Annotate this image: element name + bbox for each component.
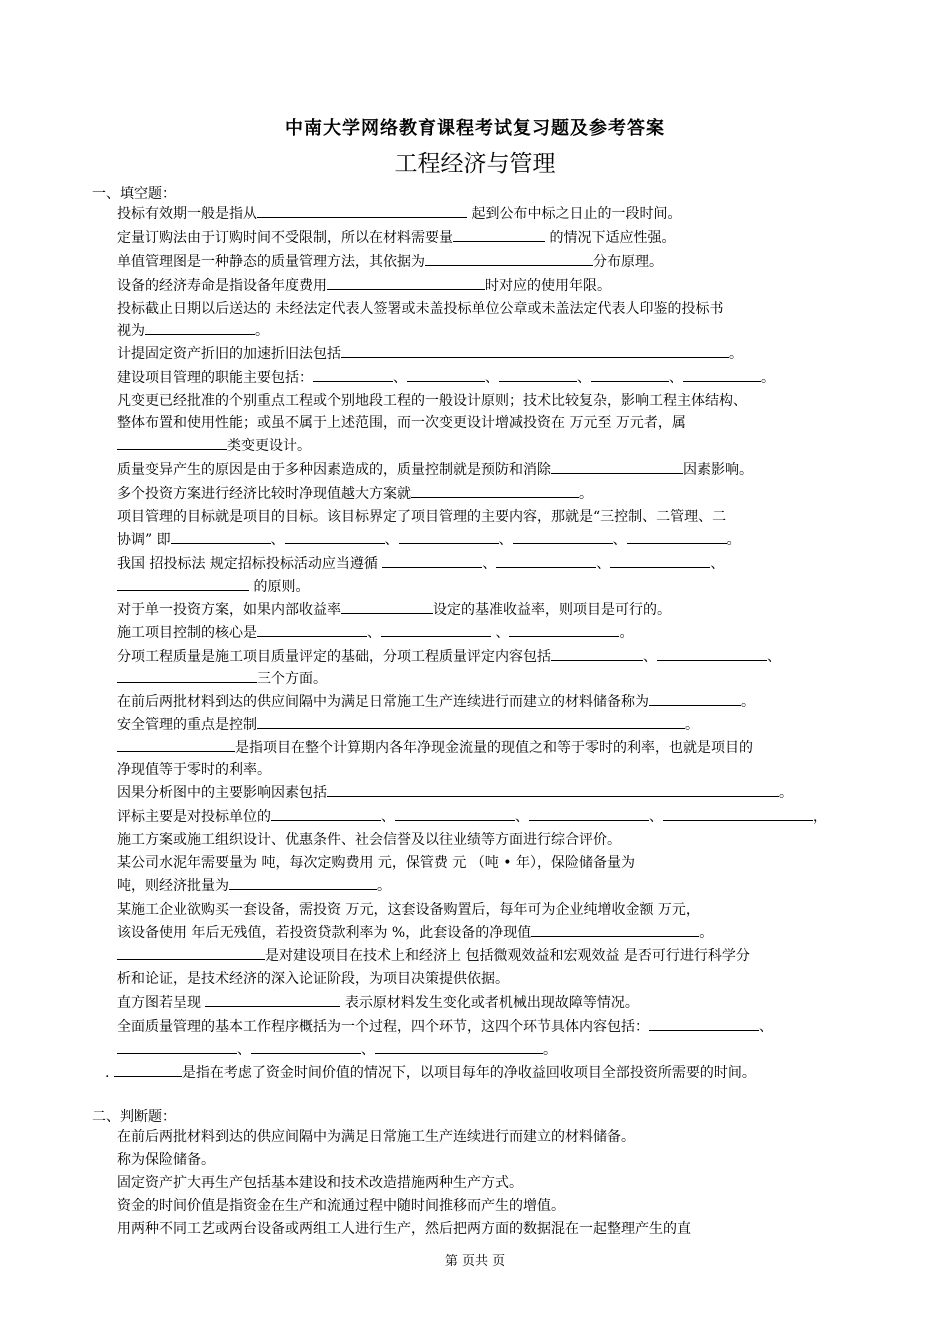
answer-blank[interactable]: [375, 1041, 543, 1054]
fill-blank-line: [117, 300, 862, 318]
question-text: 安全管理的重点是控制: [117, 717, 257, 733]
fill-blank-line: [117, 1018, 862, 1036]
fill-blank-line: [117, 784, 862, 802]
question-text: 多个投资方案进行经济比较时净现值越大方案就: [117, 486, 411, 502]
question-text: 起到公布中标之日止的一段时间。: [467, 206, 682, 222]
question-text: 、: [577, 370, 591, 386]
document-title: 中南大学网络教育课程考试复习题及参考答案: [285, 118, 665, 139]
question-text: 某公司水泥年需要量为 吨，每次定购费用 元，保管费 元 （吨 • 年），保险储备量为: [117, 855, 635, 871]
question-text: 项目管理的目标就是项目的目标。该目标界定了项目管理的主要内容，那就是“三控制、二管理、二: [117, 509, 727, 525]
answer-blank[interactable]: [205, 994, 340, 1007]
fill-blank-line: [105, 1064, 850, 1082]
answer-blank[interactable]: [341, 345, 729, 358]
question-text: 该设备使用 年后无残值，若投资贷款利率为 %，此套设备的净现值: [117, 925, 532, 941]
answer-blank[interactable]: [551, 461, 683, 474]
question-text: 在前后两批材料到达的供应间隔中为满足日常施工生产连续进行而建立的材料储备称为: [117, 694, 649, 710]
answer-blank[interactable]: [117, 670, 257, 683]
question-text: 、: [759, 1019, 773, 1035]
question-text: 时对应的使用年限。: [485, 278, 611, 294]
question-text: 建设项目管理的职能主要包括：: [117, 370, 313, 386]
question-text: 析和论证，是技术经济的深入论证阶段，为项目决策提供依据。: [117, 971, 509, 987]
question-text: 协调” 即: [117, 532, 171, 548]
true-false-line: 固定资产扩大再生产包括基本建设和技术改造措施两种生产方式。: [117, 1175, 523, 1191]
true-false-line: 资金的时间价值是指资金在生产和流通过程中随时间推移而产生的增值。: [117, 1198, 565, 1214]
question-text: 是对建设项目在技术上和经济上 包括微观效益和宏观效益 是否可行进行科学分: [265, 948, 750, 964]
answer-blank[interactable]: [117, 578, 249, 591]
answer-blank[interactable]: [271, 808, 381, 821]
question-text: 分布原理。: [593, 254, 663, 270]
fill-blank-line: [117, 322, 862, 340]
question-text: 。: [543, 1042, 557, 1058]
answer-blank[interactable]: [114, 1064, 182, 1077]
answer-blank[interactable]: [117, 1041, 237, 1054]
answer-blank[interactable]: [610, 555, 710, 568]
answer-blank[interactable]: [529, 808, 649, 821]
answer-blank[interactable]: [171, 531, 271, 544]
question-text: ，: [813, 809, 827, 825]
answer-blank[interactable]: [229, 877, 377, 890]
fill-blank-line: [117, 854, 862, 872]
fill-blank-line: [117, 461, 862, 479]
course-title: 工程经济与管理: [394, 151, 556, 177]
answer-blank[interactable]: [657, 648, 767, 661]
fill-blank-line: [117, 761, 862, 779]
answer-blank[interactable]: [411, 485, 579, 498]
question-text: 。: [726, 532, 741, 548]
question-text: 、: [649, 809, 663, 825]
answer-blank[interactable]: [257, 624, 367, 637]
question-text: 。: [685, 717, 699, 733]
question-text: 评标主要是对投标单位的: [117, 809, 271, 825]
answer-blank[interactable]: [663, 808, 813, 821]
question-text: 某施工企业欲购买一套设备，需投资 万元，这套设备购置后，每年可为企业纯增收金额 万元，: [117, 902, 700, 918]
question-text: 、: [596, 556, 611, 572]
fill-blank-line: [117, 531, 862, 549]
question-text: 、: [482, 556, 497, 572]
question-text: 、: [669, 370, 683, 386]
fill-blank-line: [117, 229, 862, 247]
question-text: 类变更设计。: [227, 438, 311, 454]
question-text: 定量订购法由于订购时间不受限制，所以在材料需要量: [117, 230, 453, 246]
answer-blank[interactable]: [649, 693, 741, 706]
fill-blank-line: [117, 414, 862, 432]
answer-blank[interactable]: [509, 624, 619, 637]
question-text: 投标有效期一般是指从: [117, 206, 257, 222]
answer-blank[interactable]: [551, 648, 643, 661]
answer-blank[interactable]: [145, 322, 255, 335]
page-footer: 第 页共 页: [444, 1254, 506, 1269]
question-text: 投标截止日期以后送达的 未经法定代表人签署或未盖投标单位公章或未盖法定代表人印鉴的投标书: [117, 301, 724, 317]
question-text: 我国 招投标法 规定招标投标活动应当遵循: [117, 556, 383, 572]
fill-blank-line: [117, 648, 862, 666]
question-text: 对于单一投资方案，如果内部收益率: [117, 602, 341, 618]
question-text: .: [105, 1065, 114, 1081]
answer-blank[interactable]: [399, 531, 499, 544]
question-text: 因果分析图中的主要影响因素包括: [117, 785, 327, 801]
answer-blank[interactable]: [257, 716, 685, 729]
fill-blank-line: [117, 578, 862, 596]
fill-blank-line: [117, 1041, 862, 1059]
fill-blank-line: [117, 601, 862, 619]
question-text: 、: [270, 532, 285, 548]
fill-blank-line: [117, 437, 862, 455]
question-text: 施工方案或施工组织设计、优惠条件、社会信誉及以往业绩等方面进行综合评价。: [117, 832, 621, 848]
fill-blank-line: [117, 485, 862, 503]
question-text: 、: [643, 649, 657, 665]
question-text: 计提固定资产折旧的加速折旧法包括: [117, 346, 341, 362]
fill-blank-line: [117, 277, 862, 295]
answer-blank[interactable]: [285, 531, 385, 544]
answer-blank[interactable]: [313, 369, 393, 382]
fill-blank-line: [117, 345, 862, 363]
question-text: 凡变更已经批准的个别重点工程或个别地段工程的一般设计原则；技术比较复杂，影响工程主体结构、: [117, 393, 747, 409]
question-text: 三个方面。: [257, 671, 327, 687]
answer-blank[interactable]: [407, 369, 485, 382]
section-heading-fill-blank: 一、填空题：: [92, 186, 176, 202]
answer-blank[interactable]: [453, 229, 545, 242]
question-text: 分项工程质量是施工项目质量评定的基础，分项工程质量评定内容包括: [117, 649, 551, 665]
question-text: 。: [255, 323, 269, 339]
fill-blank-line: [117, 739, 862, 757]
question-text: 的原则。: [249, 579, 310, 595]
question-text: 吨，则经济批量为: [117, 878, 229, 894]
fill-blank-line: [117, 970, 862, 988]
fill-blank-line: [117, 369, 862, 387]
fill-blank-line: [117, 716, 862, 734]
fill-blank-line: [117, 392, 862, 410]
fill-blank-line: [117, 253, 862, 271]
question-text: 单值管理图是一种静态的质量管理方法，其依据为: [117, 254, 425, 270]
answer-blank[interactable]: [117, 739, 235, 752]
answer-blank[interactable]: [499, 369, 577, 382]
answer-blank[interactable]: [649, 1018, 759, 1031]
answer-blank[interactable]: [257, 205, 467, 218]
question-text: 。: [619, 625, 634, 641]
true-false-line: 称为保险储备。: [117, 1152, 215, 1168]
fill-blank-line: [117, 693, 862, 711]
fill-blank-line: [117, 808, 862, 826]
fill-blank-line: [117, 555, 862, 573]
section-heading-true-false: 二、判断题：: [92, 1109, 176, 1125]
fill-blank-line: [117, 947, 862, 965]
question-text: 全面质量管理的基本工作程序概括为一个过程，四个环节，这四个环节具体内容包括：: [117, 1019, 649, 1035]
question-text: 质量变异产生的原因是由于多种因素造成的，质量控制就是预防和消除: [117, 462, 551, 478]
question-text: 、: [515, 809, 529, 825]
question-text: 设备的经济寿命是指设备年度费用: [117, 278, 327, 294]
question-text: 表示原材料发生变化或者机械出现故障等情况。: [340, 995, 639, 1011]
answer-blank[interactable]: [395, 808, 515, 821]
answer-blank[interactable]: [382, 555, 482, 568]
fill-blank-line: [117, 924, 862, 942]
question-text: 、: [498, 532, 513, 548]
fill-blank-line: [117, 205, 862, 223]
answer-blank[interactable]: [341, 601, 433, 614]
question-text: 、: [491, 625, 510, 641]
question-text: 、: [384, 532, 399, 548]
answer-blank[interactable]: [117, 947, 265, 960]
fill-blank-line: [117, 901, 862, 919]
question-text: 、: [361, 1042, 375, 1058]
fill-blank-line: [117, 508, 862, 526]
question-text: 。: [699, 925, 714, 941]
answer-blank[interactable]: [627, 531, 727, 544]
question-text: 。: [741, 694, 755, 710]
answer-blank[interactable]: [327, 784, 779, 797]
question-text: 施工项目控制的核心是: [117, 625, 257, 641]
question-text: 是指在考虑了资金时间价值的情况下，以项目每年的净收益回收项目全部投资所需要的时间。: [181, 1065, 756, 1081]
question-text: 、: [367, 625, 381, 641]
question-text: 净现值等于零时的利率。: [117, 762, 271, 778]
question-text: 。: [729, 346, 743, 362]
question-text: 视为: [117, 323, 145, 339]
true-false-line: 用两种不同工艺或两台设备或两组工人进行生产，然后把两方面的数据混在一起整理产生的直: [117, 1221, 691, 1237]
answer-blank[interactable]: [591, 369, 669, 382]
question-text: 、: [485, 370, 499, 386]
fill-blank-line: [117, 994, 862, 1012]
fill-blank-line: [117, 624, 862, 642]
question-text: 。: [377, 878, 391, 894]
fill-blank-line: [117, 670, 862, 688]
question-text: 、: [767, 649, 781, 665]
question-text: 直方图若呈现: [117, 995, 206, 1011]
question-text: 是指项目在整个计算期内各年净现金流量的现值之和等于零时的利率，也就是项目的: [235, 740, 753, 756]
question-text: 设定的基准收益率，则项目是可行的。: [433, 602, 671, 618]
true-false-line: 在前后两批材料到达的供应间隔中为满足日常施工生产连续进行而建立的材料储备。: [117, 1129, 635, 1145]
answer-blank[interactable]: [327, 277, 485, 290]
answer-blank[interactable]: [381, 624, 491, 637]
question-text: 、: [612, 532, 627, 548]
question-text: 的情况下适应性强。: [545, 230, 676, 246]
answer-blank[interactable]: [683, 369, 761, 382]
question-text: 整体布置和使用性能；或虽不属于上述范围，而一次变更设计增减投资在 万元至 万元者，属: [117, 415, 686, 431]
answer-blank[interactable]: [117, 437, 227, 450]
question-text: 、: [710, 556, 725, 572]
answer-blank[interactable]: [425, 253, 593, 266]
question-text: 、: [393, 370, 407, 386]
fill-blank-line: [117, 877, 862, 895]
answer-blank[interactable]: [513, 531, 613, 544]
answer-blank[interactable]: [251, 1041, 361, 1054]
answer-blank[interactable]: [531, 924, 699, 937]
fill-blank-line: [117, 831, 862, 849]
question-text: 。: [779, 785, 793, 801]
question-text: 。: [761, 370, 775, 386]
question-text: 、: [237, 1042, 251, 1058]
answer-blank[interactable]: [496, 555, 596, 568]
question-text: 。: [579, 486, 593, 502]
question-text: 因素影响。: [683, 462, 753, 478]
question-text: 、: [381, 809, 395, 825]
